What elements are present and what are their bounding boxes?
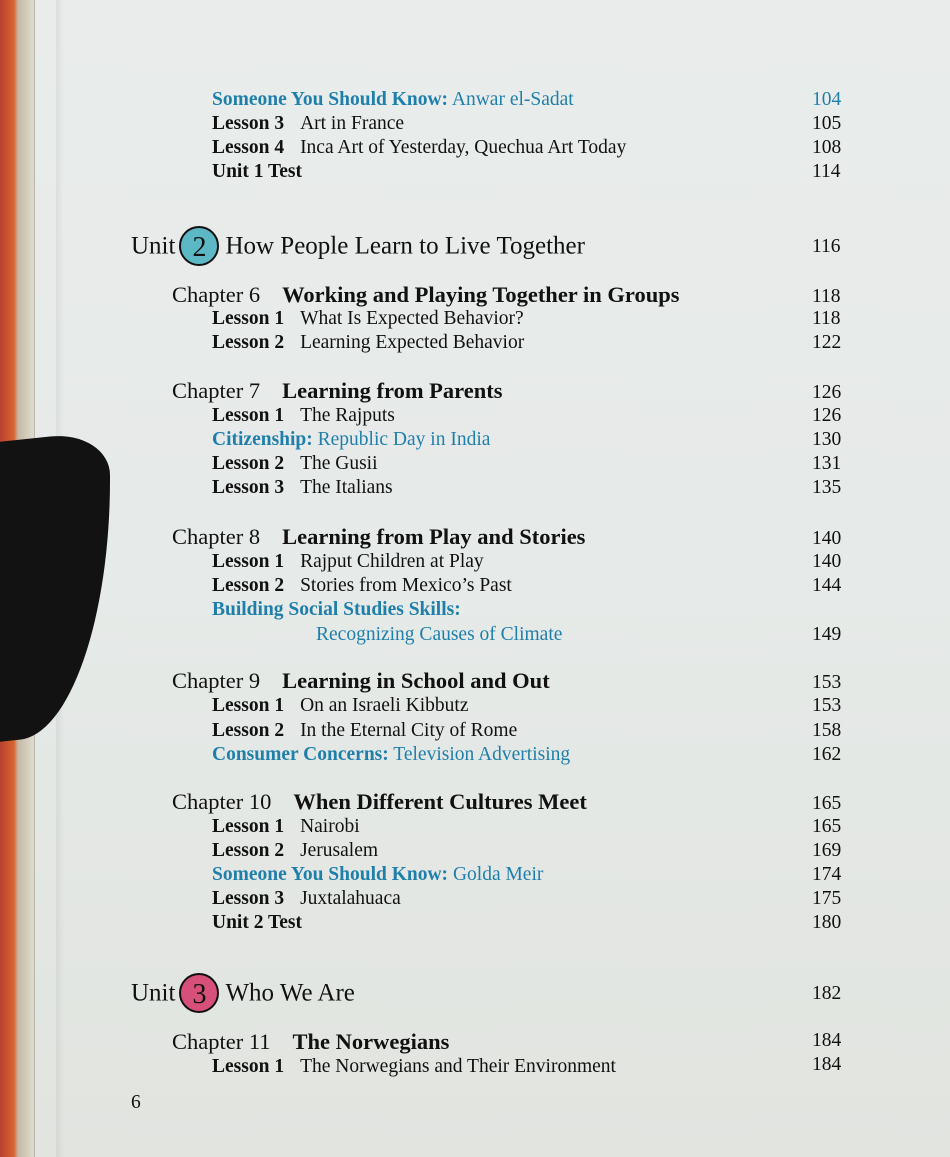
feature-prefix: Consumer Concerns: bbox=[212, 744, 389, 765]
page-number: 184 bbox=[812, 1030, 842, 1051]
unit-number-badge: 3 bbox=[179, 973, 219, 1013]
lesson-title: Art in France bbox=[300, 113, 405, 134]
chapter-word: Chapter bbox=[172, 378, 244, 403]
page-number: 104 bbox=[812, 89, 842, 110]
lesson-entry bbox=[0, 1054, 950, 1080]
lesson-title: Stories from Mexico’s Past bbox=[300, 575, 512, 596]
lesson-word: Lesson bbox=[212, 137, 270, 158]
page-number: 131 bbox=[812, 453, 842, 474]
lesson-number: 1 bbox=[274, 1056, 285, 1077]
chapter-number: 10 bbox=[248, 789, 272, 814]
lesson-word: Lesson bbox=[212, 332, 270, 353]
page-number: 162 bbox=[812, 744, 842, 765]
unit-number-badge: 2 bbox=[179, 226, 219, 266]
lesson-number: 4 bbox=[274, 137, 285, 158]
lesson-word: Lesson bbox=[212, 816, 270, 837]
unit-test-entry bbox=[0, 910, 950, 936]
lesson-entry bbox=[0, 306, 950, 332]
page-number: 165 bbox=[812, 816, 842, 837]
lesson-entry bbox=[0, 573, 950, 599]
lesson-entry bbox=[0, 838, 950, 864]
page-number: 165 bbox=[812, 793, 842, 814]
lesson-number: 2 bbox=[274, 332, 285, 353]
lesson-entry bbox=[0, 475, 950, 501]
lesson-entry bbox=[0, 549, 950, 575]
lesson-title: Rajput Children at Play bbox=[300, 551, 484, 572]
lesson-word: Lesson bbox=[212, 720, 270, 741]
feature-title: Recognizing Causes of Climate bbox=[316, 624, 563, 645]
page-number: 126 bbox=[812, 405, 842, 426]
lesson-word: Lesson bbox=[212, 308, 270, 329]
lesson-entry bbox=[0, 814, 950, 840]
page-number: 140 bbox=[812, 528, 842, 549]
lesson-title: Jerusalem bbox=[300, 840, 379, 861]
feature-prefix: Someone You Should Know: bbox=[212, 864, 449, 885]
chapter-number: 7 bbox=[248, 378, 261, 403]
chapter-title: When Different Cultures Meet bbox=[293, 789, 587, 814]
lesson-title: What Is Expected Behavior? bbox=[300, 308, 524, 329]
chapter-entry bbox=[0, 1027, 950, 1057]
chapter-title: Working and Playing Together in Groups bbox=[282, 282, 680, 307]
lesson-number: 2 bbox=[274, 453, 285, 474]
unit-word: Unit bbox=[131, 232, 176, 260]
chapter-entry bbox=[0, 522, 950, 552]
page-number: 140 bbox=[812, 551, 842, 572]
feature-title: Golda Meir bbox=[452, 864, 544, 885]
page-number: 114 bbox=[812, 161, 841, 182]
page-number: 118 bbox=[812, 308, 841, 329]
page-number: 122 bbox=[812, 332, 842, 353]
page-number: 105 bbox=[812, 113, 842, 134]
lesson-word: Lesson bbox=[212, 575, 270, 596]
lesson-entry bbox=[0, 111, 950, 137]
lesson-entry bbox=[0, 330, 950, 356]
lesson-title: On an Israeli Kibbutz bbox=[300, 695, 469, 716]
feature-title: Anwar el-Sadat bbox=[451, 89, 574, 110]
lesson-word: Lesson bbox=[212, 840, 270, 861]
lesson-entry bbox=[0, 693, 950, 719]
lesson-number: 2 bbox=[274, 840, 285, 861]
page-folio-number: 6 bbox=[131, 1092, 141, 1113]
chapter-number: 11 bbox=[248, 1029, 271, 1054]
feature-entry bbox=[0, 597, 950, 623]
chapter-title: The Norwegians bbox=[292, 1029, 450, 1054]
feature-prefix: Citizenship: bbox=[212, 429, 313, 450]
page-number: 182 bbox=[812, 983, 842, 1004]
chapter-title: Learning from Parents bbox=[282, 378, 503, 403]
lesson-entry bbox=[0, 403, 950, 429]
lesson-number: 1 bbox=[274, 551, 285, 572]
page-number: 184 bbox=[812, 1054, 842, 1075]
chapter-word: Chapter bbox=[172, 668, 244, 693]
chapter-title: Learning from Play and Stories bbox=[282, 524, 586, 549]
unit-title: Who We Are bbox=[225, 979, 355, 1007]
unit-heading bbox=[0, 223, 950, 267]
lesson-entry bbox=[0, 451, 950, 477]
feature-entry-continued bbox=[0, 622, 950, 648]
page-number: 126 bbox=[812, 382, 842, 403]
chapter-entry bbox=[0, 376, 950, 406]
lesson-title: The Norwegians and Their Environment bbox=[300, 1056, 616, 1077]
lesson-number: 1 bbox=[274, 816, 285, 837]
chapter-number: 9 bbox=[248, 668, 261, 693]
lesson-title: The Gusii bbox=[300, 453, 378, 474]
lesson-word: Lesson bbox=[212, 477, 270, 498]
lesson-entry bbox=[0, 718, 950, 744]
chapter-number: 8 bbox=[248, 524, 261, 549]
lesson-title: Juxtalahuaca bbox=[300, 888, 401, 909]
chapter-entry bbox=[0, 666, 950, 696]
lesson-title: Nairobi bbox=[300, 816, 360, 837]
unit-title: How People Learn to Live Together bbox=[225, 232, 585, 260]
page-number: 149 bbox=[812, 624, 842, 645]
page-number: 169 bbox=[812, 840, 842, 861]
page-number: 174 bbox=[812, 864, 842, 885]
feature-prefix: Building Social Studies Skills: bbox=[212, 599, 461, 620]
lesson-entry bbox=[0, 886, 950, 912]
lesson-title: Learning Expected Behavior bbox=[300, 332, 525, 353]
page-number: 153 bbox=[812, 672, 842, 693]
lesson-entry bbox=[0, 135, 950, 161]
lesson-title: The Italians bbox=[300, 477, 393, 498]
lesson-number: 3 bbox=[274, 477, 285, 498]
lesson-title: The Rajputs bbox=[300, 405, 395, 426]
chapter-title: Learning in School and Out bbox=[282, 668, 550, 693]
lesson-word: Lesson bbox=[212, 405, 270, 426]
lesson-number: 2 bbox=[274, 575, 285, 596]
lesson-number: 1 bbox=[274, 695, 285, 716]
page-number: 180 bbox=[812, 912, 842, 933]
lesson-word: Lesson bbox=[212, 453, 270, 474]
page-number: 108 bbox=[812, 137, 842, 158]
page-number: 135 bbox=[812, 477, 842, 498]
unit-test-entry bbox=[0, 159, 950, 185]
lesson-title: Inca Art of Yesterday, Quechua Art Today bbox=[300, 137, 627, 158]
page-number: 144 bbox=[812, 575, 842, 596]
lesson-number: 2 bbox=[274, 720, 285, 741]
lesson-title: In the Eternal City of Rome bbox=[300, 720, 518, 741]
chapter-word: Chapter bbox=[172, 789, 244, 814]
chapter-entry bbox=[0, 787, 950, 817]
chapter-word: Chapter bbox=[172, 1029, 244, 1054]
lesson-number: 3 bbox=[274, 113, 285, 134]
lesson-word: Lesson bbox=[212, 888, 270, 909]
page-number: 158 bbox=[812, 720, 842, 741]
lesson-word: Lesson bbox=[212, 1056, 270, 1077]
chapter-number: 6 bbox=[248, 282, 261, 307]
feature-title: Republic Day in India bbox=[317, 429, 491, 450]
lesson-word: Lesson bbox=[212, 113, 270, 134]
feature-entry bbox=[0, 427, 950, 453]
unit-word: Unit bbox=[131, 979, 176, 1007]
page-number: 153 bbox=[812, 695, 842, 716]
page-number: 175 bbox=[812, 888, 842, 909]
unit-test-title: Unit 1 Test bbox=[212, 161, 302, 182]
feature-entry bbox=[0, 862, 950, 888]
unit-heading bbox=[0, 970, 950, 1014]
chapter-word: Chapter bbox=[172, 282, 244, 307]
feature-prefix: Someone You Should Know: bbox=[212, 89, 449, 110]
feature-entry bbox=[0, 742, 950, 768]
lesson-word: Lesson bbox=[212, 551, 270, 572]
feature-entry bbox=[0, 87, 950, 113]
feature-title: Television Advertising bbox=[393, 744, 571, 765]
page-number: 118 bbox=[812, 286, 841, 307]
lesson-word: Lesson bbox=[212, 695, 270, 716]
page-number: 116 bbox=[812, 236, 841, 257]
unit-test-title: Unit 2 Test bbox=[212, 912, 302, 933]
chapter-word: Chapter bbox=[172, 524, 244, 549]
page-number: 130 bbox=[812, 429, 842, 450]
lesson-number: 1 bbox=[274, 405, 285, 426]
lesson-number: 1 bbox=[274, 308, 285, 329]
lesson-number: 3 bbox=[274, 888, 285, 909]
